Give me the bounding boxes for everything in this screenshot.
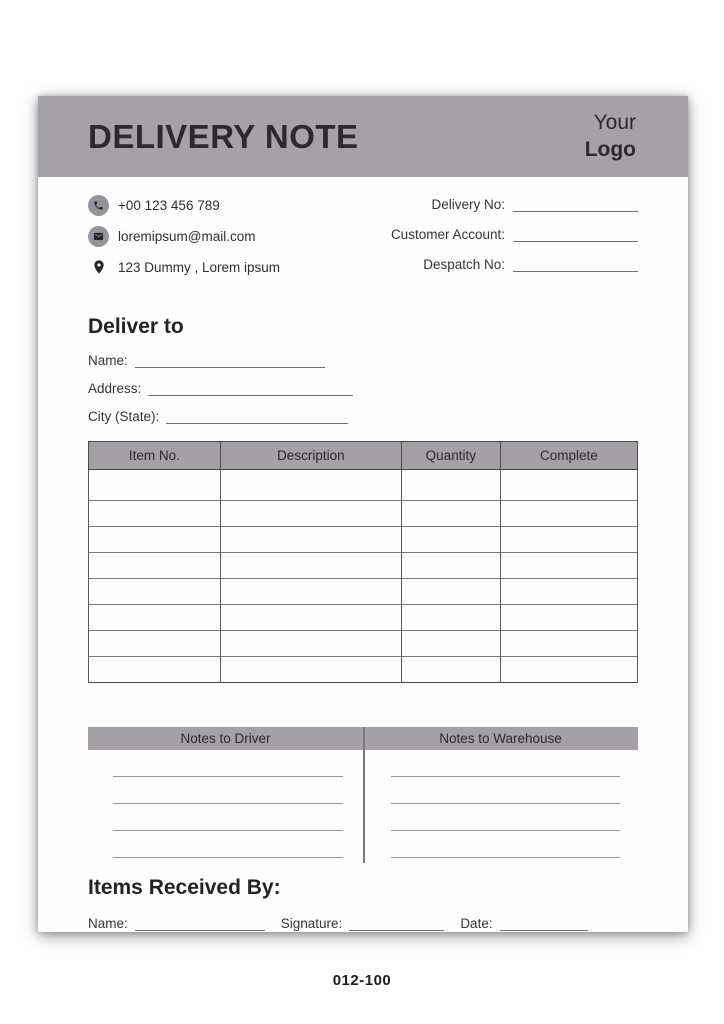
page-content — [38, 195, 688, 931]
table-row — [89, 605, 638, 631]
items-table-body — [89, 470, 638, 683]
notes-warehouse-heading: Notes to Warehouse — [439, 731, 562, 746]
table-cell[interactable] — [401, 579, 500, 605]
phone-icon — [88, 195, 109, 216]
deliver-address-line[interactable] — [148, 382, 353, 396]
form-code: 012-100 — [332, 972, 392, 989]
despatch-no-label: Despatch No: — [423, 257, 505, 272]
envelope-icon — [88, 226, 109, 247]
received-name-label: Name: — [88, 916, 128, 931]
notes-divider — [363, 727, 365, 863]
table-cell[interactable] — [220, 605, 401, 631]
table-cell[interactable] — [500, 605, 637, 631]
table-cell[interactable] — [500, 470, 637, 501]
notes-driver-heading: Notes to Driver — [180, 731, 271, 746]
table-cell[interactable] — [89, 553, 221, 579]
col-header-quantity: Quantity — [401, 442, 500, 470]
note-line[interactable] — [391, 750, 621, 777]
customer-account-field — [373, 227, 638, 242]
driver-note-lines — [88, 750, 361, 858]
customer-account-label: Customer Account: — [390, 227, 505, 242]
customer-account-line[interactable] — [513, 228, 638, 242]
deliver-to-fields — [88, 353, 638, 424]
delivery-no-field — [373, 197, 638, 212]
notes-section — [88, 727, 638, 858]
table-row — [89, 501, 638, 527]
table-cell[interactable] — [401, 553, 500, 579]
street-address: 123 Dummy , Lorem ipsum — [118, 259, 281, 275]
deliver-city-field — [88, 409, 638, 424]
received-date-field — [460, 916, 587, 931]
table-row — [89, 470, 638, 501]
items-table — [88, 441, 638, 683]
received-signature-line[interactable] — [349, 917, 444, 931]
deliver-name-label: Name: — [88, 353, 128, 368]
table-cell[interactable] — [500, 579, 637, 605]
note-line[interactable] — [113, 750, 343, 777]
logo-line-1: Your — [593, 111, 636, 135]
deliver-to-heading: Deliver to — [88, 315, 184, 338]
col-header-description: Description — [220, 442, 401, 470]
company-logo — [585, 110, 636, 163]
logo-line-2: Logo — [584, 137, 636, 161]
items-table-header — [89, 442, 638, 470]
table-cell[interactable] — [500, 501, 637, 527]
received-signature-label: Signature: — [280, 916, 343, 931]
table-cell[interactable] — [89, 631, 221, 657]
warehouse-note-lines — [361, 750, 639, 858]
table-row — [89, 579, 638, 605]
col-header-complete: Complete — [500, 442, 637, 470]
page-title: DELIVERY NOTE — [88, 117, 359, 155]
table-row — [89, 527, 638, 553]
map-pin-icon — [88, 257, 109, 277]
received-signature-field — [281, 916, 445, 931]
note-line[interactable] — [391, 777, 621, 804]
despatch-no-line[interactable] — [513, 258, 638, 272]
received-name-field — [88, 916, 265, 931]
deliver-address-label: Address: — [88, 381, 142, 396]
received-date-line[interactable] — [500, 917, 588, 931]
table-row — [89, 553, 638, 579]
phone-number: +00 123 456 789 — [118, 198, 220, 213]
table-cell[interactable] — [401, 501, 500, 527]
table-cell[interactable] — [89, 501, 221, 527]
email-address: loremipsum@mail.com — [118, 229, 256, 244]
table-cell[interactable] — [89, 579, 221, 605]
deliver-address-field — [88, 381, 638, 396]
deliver-name-field — [88, 353, 638, 368]
reference-fields — [373, 195, 638, 287]
table-row — [89, 631, 638, 657]
contact-block — [88, 195, 280, 287]
table-cell[interactable] — [89, 657, 221, 683]
delivery-no-line[interactable] — [513, 198, 638, 212]
table-cell[interactable] — [220, 553, 401, 579]
note-line[interactable] — [391, 831, 621, 858]
deliver-city-label: City (State): — [88, 409, 160, 424]
table-cell[interactable] — [220, 470, 401, 501]
items-received-heading: Items Received By: — [88, 876, 281, 899]
contact-email — [88, 226, 280, 247]
table-cell[interactable] — [220, 527, 401, 553]
delivery-note-page — [38, 96, 688, 932]
table-cell[interactable] — [89, 470, 221, 501]
received-date-label: Date: — [460, 916, 493, 931]
table-cell[interactable] — [401, 470, 500, 501]
table-cell[interactable] — [500, 527, 637, 553]
deliver-city-line[interactable] — [166, 410, 348, 424]
despatch-no-field — [373, 257, 638, 272]
table-cell[interactable] — [401, 631, 500, 657]
received-by-fields — [88, 916, 638, 931]
table-cell[interactable] — [401, 657, 500, 683]
delivery-no-label: Delivery No: — [431, 197, 505, 212]
note-line[interactable] — [113, 831, 343, 858]
note-line[interactable] — [391, 804, 621, 831]
table-cell[interactable] — [220, 631, 401, 657]
table-cell[interactable] — [401, 605, 500, 631]
table-cell[interactable] — [500, 657, 637, 683]
contact-phone — [88, 195, 280, 216]
table-cell[interactable] — [89, 527, 221, 553]
note-line[interactable] — [113, 804, 343, 831]
table-cell[interactable] — [220, 657, 401, 683]
deliver-name-line[interactable] — [135, 354, 325, 368]
table-cell[interactable] — [401, 527, 500, 553]
info-section — [88, 195, 638, 287]
table-cell[interactable] — [220, 579, 401, 605]
table-cell[interactable] — [220, 501, 401, 527]
table-cell[interactable] — [89, 605, 221, 631]
header-band — [38, 96, 688, 177]
note-line[interactable] — [113, 777, 343, 804]
table-row — [89, 657, 638, 683]
received-name-line[interactable] — [135, 917, 265, 931]
table-cell[interactable] — [500, 631, 637, 657]
col-header-item-no: Item No. — [89, 442, 221, 470]
contact-address — [88, 257, 280, 277]
table-cell[interactable] — [500, 553, 637, 579]
